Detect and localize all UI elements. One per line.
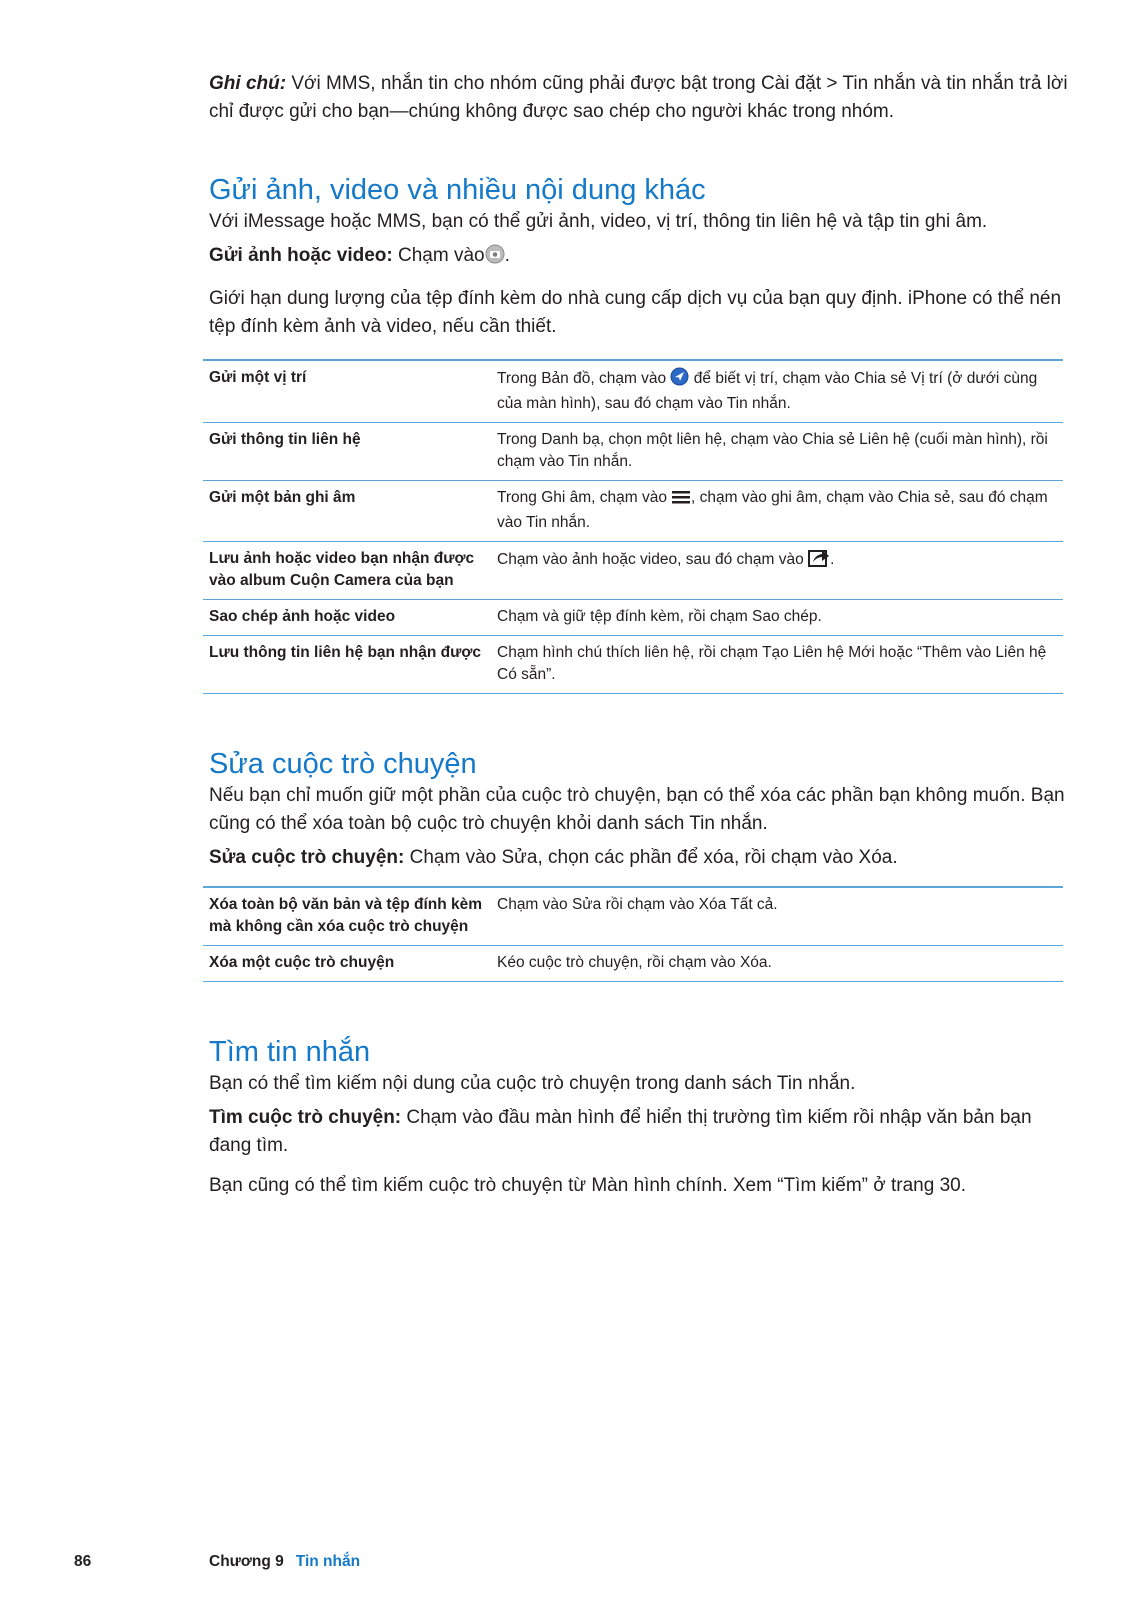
row-description: Chạm vào Sửa rồi chạm vào Xóa Tất cả.	[497, 896, 778, 913]
table-row	[203, 481, 1063, 542]
find-conversation-label: Tìm cuộc trò chuyện:	[209, 1107, 402, 1128]
find-conversation-instruction	[209, 1104, 1069, 1160]
row-label: Gửi thông tin liên hệ	[209, 431, 361, 448]
row-description: Chạm và giữ tệp đính kèm, rồi chạm Sao chép.	[497, 608, 822, 625]
attachment-limit-paragraph: Giới hạn dung lượng của tệp đính kèm do nhà cung cấp dịch vụ của bạn quy định. iPhone có thể nén tệp đính kèm ảnh và video, nếu cần thiết.	[209, 288, 1062, 337]
table-row	[203, 360, 1063, 423]
page-number: 86	[74, 1553, 92, 1570]
note-paragraph	[209, 70, 1069, 126]
table-row	[203, 636, 1063, 694]
edit-conversation-table	[203, 886, 1063, 982]
row-text: Trong Ghi âm, chạm vào	[497, 489, 667, 506]
table-row	[203, 423, 1063, 481]
row-label: Gửi một vị trí	[209, 369, 307, 386]
send-photo-text: Chạm vào	[398, 245, 485, 266]
table-row	[203, 542, 1063, 600]
send-media-intro: Với iMessage hoặc MMS, bạn có thể gửi ảnh, video, vị trí, thông tin liên hệ và tập tin ghi âm.	[209, 211, 988, 232]
note-text: Với MMS, nhắn tin cho nhóm cũng phải được bật trong Cài đặt > Tin nhắn và tin nhắn trả lời chỉ được gửi cho bạn—chúng không được sao chép cho người khác trong nhóm.	[209, 73, 1068, 122]
table-row	[203, 600, 1063, 636]
row-description: Trong Danh bạ, chọn một liên hệ, chạm vào Chia sẻ Liên hệ (cuối màn hình), rồi chạm vào Tin nhắn.	[497, 431, 1048, 470]
row-text-continued: .	[830, 551, 835, 568]
row-text-continued: để biết vị trí, chạm vào Chia sẻ Vị trí (ở dưới cùng của màn hình), sau đó chạm vào Tin nhắn.	[497, 370, 1038, 412]
send-photo-label: Gửi ảnh hoặc video:	[209, 245, 393, 266]
row-description	[491, 542, 1063, 600]
send-photo-end: .	[504, 245, 510, 266]
row-description: Kéo cuộc trò chuyện, rồi chạm vào Xóa.	[497, 954, 772, 971]
row-label: Gửi một bản ghi âm	[209, 489, 356, 506]
table-row	[203, 946, 1063, 982]
section-title-send-media: Gửi ảnh, video và nhiều nội dung khác	[209, 174, 706, 206]
send-photo-instruction	[209, 242, 1069, 273]
send-media-table	[203, 359, 1063, 694]
find-messages-intro: Bạn có thể tìm kiếm nội dung của cuộc trò chuyện trong danh sách Tin nhắn.	[209, 1073, 856, 1094]
row-label: Xóa toàn bộ văn bản và tệp đính kèm mà không cần xóa cuộc trò chuyện	[209, 896, 483, 935]
chapter-label	[209, 1553, 360, 1571]
location-arrow-icon	[670, 367, 689, 393]
row-text-continued: , chạm vào ghi âm, chạm vào Chia sẻ, sau đó chạm vào Tin nhắn.	[497, 489, 1048, 531]
row-text: Chạm vào ảnh hoặc video, sau đó chạm vào	[497, 551, 804, 568]
camera-icon	[485, 244, 505, 273]
find-conversation-text: Chạm vào đầu màn hình để hiển thị trường tìm kiếm rồi nhập văn bản bạn đang tìm.	[209, 1107, 1032, 1156]
row-text: Trong Bản đồ, chạm vào	[497, 370, 667, 387]
edit-conversation-instruction	[209, 844, 1069, 872]
section-title-edit-conversation: Sửa cuộc trò chuyện	[209, 748, 477, 780]
row-label: Lưu ảnh hoặc video bạn nhận được vào album Cuộn Camera của bạn	[209, 550, 475, 589]
page-content	[209, 70, 1069, 1200]
row-description	[491, 360, 1063, 423]
edit-conversation-text: Chạm vào Sửa, chọn các phần để xóa, rồi chạm vào Xóa.	[409, 847, 898, 868]
row-label: Xóa một cuộc trò chuyện	[209, 954, 395, 971]
section-title-find-messages: Tìm tin nhắn	[209, 1036, 371, 1068]
chapter-name-link[interactable]: Tin nhắn	[295, 1553, 361, 1570]
edit-conversation-intro: Nếu bạn chỉ muốn giữ một phần của cuộc trò chuyện, bạn có thể xóa các phần bạn không muốn. Bạn cũng có thể xóa toàn bộ cuộc trò chuyện khỏi danh sách Tin nhắn.	[209, 785, 1065, 834]
table-row	[203, 887, 1063, 946]
row-description	[491, 481, 1063, 542]
list-icon	[671, 489, 691, 512]
note-label: Ghi chú:	[209, 73, 287, 94]
edit-conversation-label: Sửa cuộc trò chuyện:	[209, 847, 405, 868]
row-label: Lưu thông tin liên hệ bạn nhận được	[209, 644, 481, 661]
find-home-paragraph: Bạn cũng có thể tìm kiếm cuộc trò chuyện từ Màn hình chính. Xem “Tìm kiếm” ở trang 30.	[209, 1175, 967, 1196]
row-label: Sao chép ảnh hoặc video	[209, 608, 396, 625]
row-description: Chạm hình chú thích liên hệ, rồi chạm Tạo Liên hệ Mới hoặc “Thêm vào Liên hệ Có sẵn”.	[497, 644, 1047, 683]
chapter-number: Chương 9	[209, 1553, 284, 1570]
share-icon	[808, 548, 830, 574]
